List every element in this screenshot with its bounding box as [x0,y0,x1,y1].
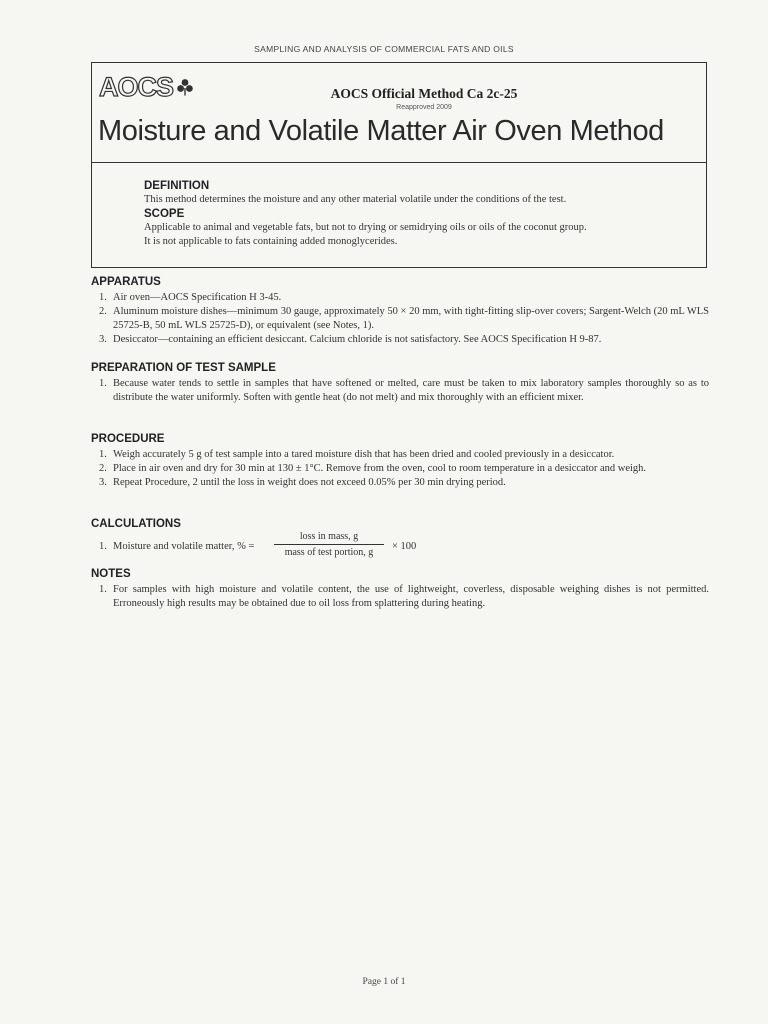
preparation-section [91,361,709,405]
document-title: Moisture and Volatile Matter Air Oven Method [98,115,664,147]
formula-denominator: mass of test portion, g [284,547,374,558]
formula-label: Moisture and volatile matter, % = [113,541,255,552]
calculations-heading: CALCULATIONS [91,518,181,530]
list-item: 1. For samples with high moisture and volatile content, the use of lightweight, coverless, disposable weighing dishes is not permitted. Erroneously high results may be obtained due to oil loss from splattering during heating. [99,584,709,609]
calculations-section [91,517,709,563]
list-item: 3. Repeat Procedure, 2 until the loss in weight does not exceed 0.05% per 30 min drying period. [99,477,506,488]
logo-text: AOCS [99,72,174,102]
list-item: 1. Weigh accurately 5 g of test sample into a tared moisture dish that has been dried and cooled previously in a desiccator. [99,449,615,460]
formula-multiplier: × 100 [392,541,417,552]
definition-scope-box [91,162,707,268]
running-header: SAMPLING AND ANALYSIS OF COMMERCIAL FATS AND OILS [254,44,514,54]
list-item: 1. Because water tends to settle in samples that have softened or melted, care must be taken to mix laboratory samples thoroughly so as to distribute the water uniformly. Soften with gentle heat (do not melt) and mix thoroughly with an efficient mixer. [99,378,709,403]
title-box [91,62,707,163]
scope-heading: SCOPE [144,208,185,220]
calculation-formula: 1. Moisture and volatile matter, % = loss in mass, g mass of test portion, g × 100 [99,531,417,558]
list-item: 3. Desiccator—containing an efficient desiccant. Calcium chloride is not satisfactory. See AOCS Specification H 9-87. [99,334,602,345]
method-name: AOCS Official Method Ca 2c-25 [330,86,518,101]
list-item: 2. Aluminum moisture dishes—minimum 30 gauge, approximately 50 × 20 mm, with tight-fitting slip-over covers; Sargent-Welch (20 mL WLS 25725-B, 50 mL WLS 25725-D), or equivalent (see Notes, 1). [99,306,710,331]
page-number: Page 1 of 1 [362,977,406,987]
formula-fraction [274,531,384,558]
definition-heading: DEFINITION [144,180,210,192]
reapproved-date: Reapproved 2009 [396,104,452,111]
list-item: 1. Air oven—AOCS Specification H 3-45. [99,292,282,303]
procedure-section [91,432,709,490]
definition-text: This method determines the moisture and any other material volatile under the conditions of the test. [144,194,567,205]
notes-heading: NOTES [91,568,131,580]
procedure-heading: PROCEDURE [91,433,165,445]
apparatus-heading: APPARATUS [91,276,161,288]
preparation-heading: PREPARATION OF TEST SAMPLE [91,362,276,374]
formula-numerator: loss in mass, g [274,531,384,545]
scope-line: It is not applicable to fats containing added monoglycerides. [144,236,398,247]
notes-section [91,567,709,611]
apparatus-section [91,275,709,347]
list-item: 2. Place in air oven and dry for 30 min at 130 ± 1°C. Remove from the oven, cool to room temperature in a desiccator and weigh. [99,463,647,474]
scope-line: Applicable to animal and vegetable fats, but not to drying or semidrying oils or oils of the coconut group. [144,222,587,233]
